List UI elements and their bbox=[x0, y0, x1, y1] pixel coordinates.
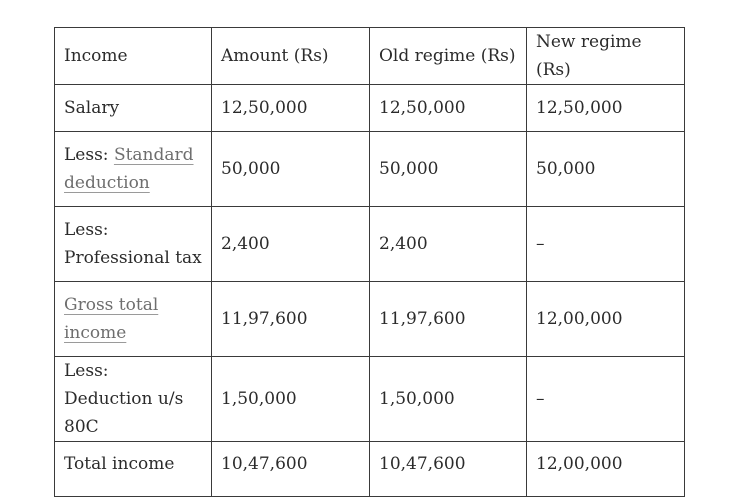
row-label bbox=[55, 282, 212, 357]
old-regime-cell: 1,50,000 bbox=[370, 357, 527, 442]
amount-cell: 50,000 bbox=[212, 132, 370, 207]
row-label bbox=[55, 132, 212, 207]
amount-cell: 2,400 bbox=[212, 207, 370, 282]
old-regime-cell: 2,400 bbox=[370, 207, 527, 282]
old-regime-cell: 50,000 bbox=[370, 132, 527, 207]
new-regime-cell: 50,000 bbox=[527, 132, 685, 207]
row-label: Total income bbox=[55, 442, 212, 497]
amount-cell: 11,97,600 bbox=[212, 282, 370, 357]
row-label: Less: Deduction u/s 80C bbox=[55, 357, 212, 442]
old-regime-cell: 10,47,600 bbox=[370, 442, 527, 497]
table-row-standard-deduction bbox=[55, 132, 685, 207]
old-regime-cell: 11,97,600 bbox=[370, 282, 527, 357]
table-row-gross-total-income bbox=[55, 282, 685, 357]
new-regime-cell: – bbox=[527, 207, 685, 282]
new-regime-cell: 12,50,000 bbox=[527, 85, 685, 132]
amount-cell: 10,47,600 bbox=[212, 442, 370, 497]
old-regime-cell: 12,50,000 bbox=[370, 85, 527, 132]
new-regime-cell: 12,00,000 bbox=[527, 282, 685, 357]
table-row-total-income bbox=[55, 442, 685, 497]
header-amount: Amount (Rs) bbox=[212, 28, 370, 85]
table-row-professional-tax bbox=[55, 207, 685, 282]
amount-cell: 1,50,000 bbox=[212, 357, 370, 442]
tax-comparison-table bbox=[54, 27, 685, 497]
row-label: Less: Professional tax bbox=[55, 207, 212, 282]
header-income: Income bbox=[55, 28, 212, 85]
table-header-row bbox=[55, 28, 685, 85]
table-row-deduction-80c bbox=[55, 357, 685, 442]
standard-deduction-link[interactable]: Standard deduction bbox=[64, 145, 194, 193]
new-regime-cell: 12,00,000 bbox=[527, 442, 685, 497]
amount-cell: 12,50,000 bbox=[212, 85, 370, 132]
row-label-prefix: Less: bbox=[64, 145, 114, 165]
row-label: Salary bbox=[55, 85, 212, 132]
tax-comparison-table-container bbox=[54, 27, 685, 497]
gross-total-income-link[interactable]: Gross total income bbox=[64, 295, 159, 343]
table-row-salary bbox=[55, 85, 685, 132]
header-new-regime: New regime (Rs) bbox=[527, 28, 685, 85]
new-regime-cell: – bbox=[527, 357, 685, 442]
header-old-regime: Old regime (Rs) bbox=[370, 28, 527, 85]
